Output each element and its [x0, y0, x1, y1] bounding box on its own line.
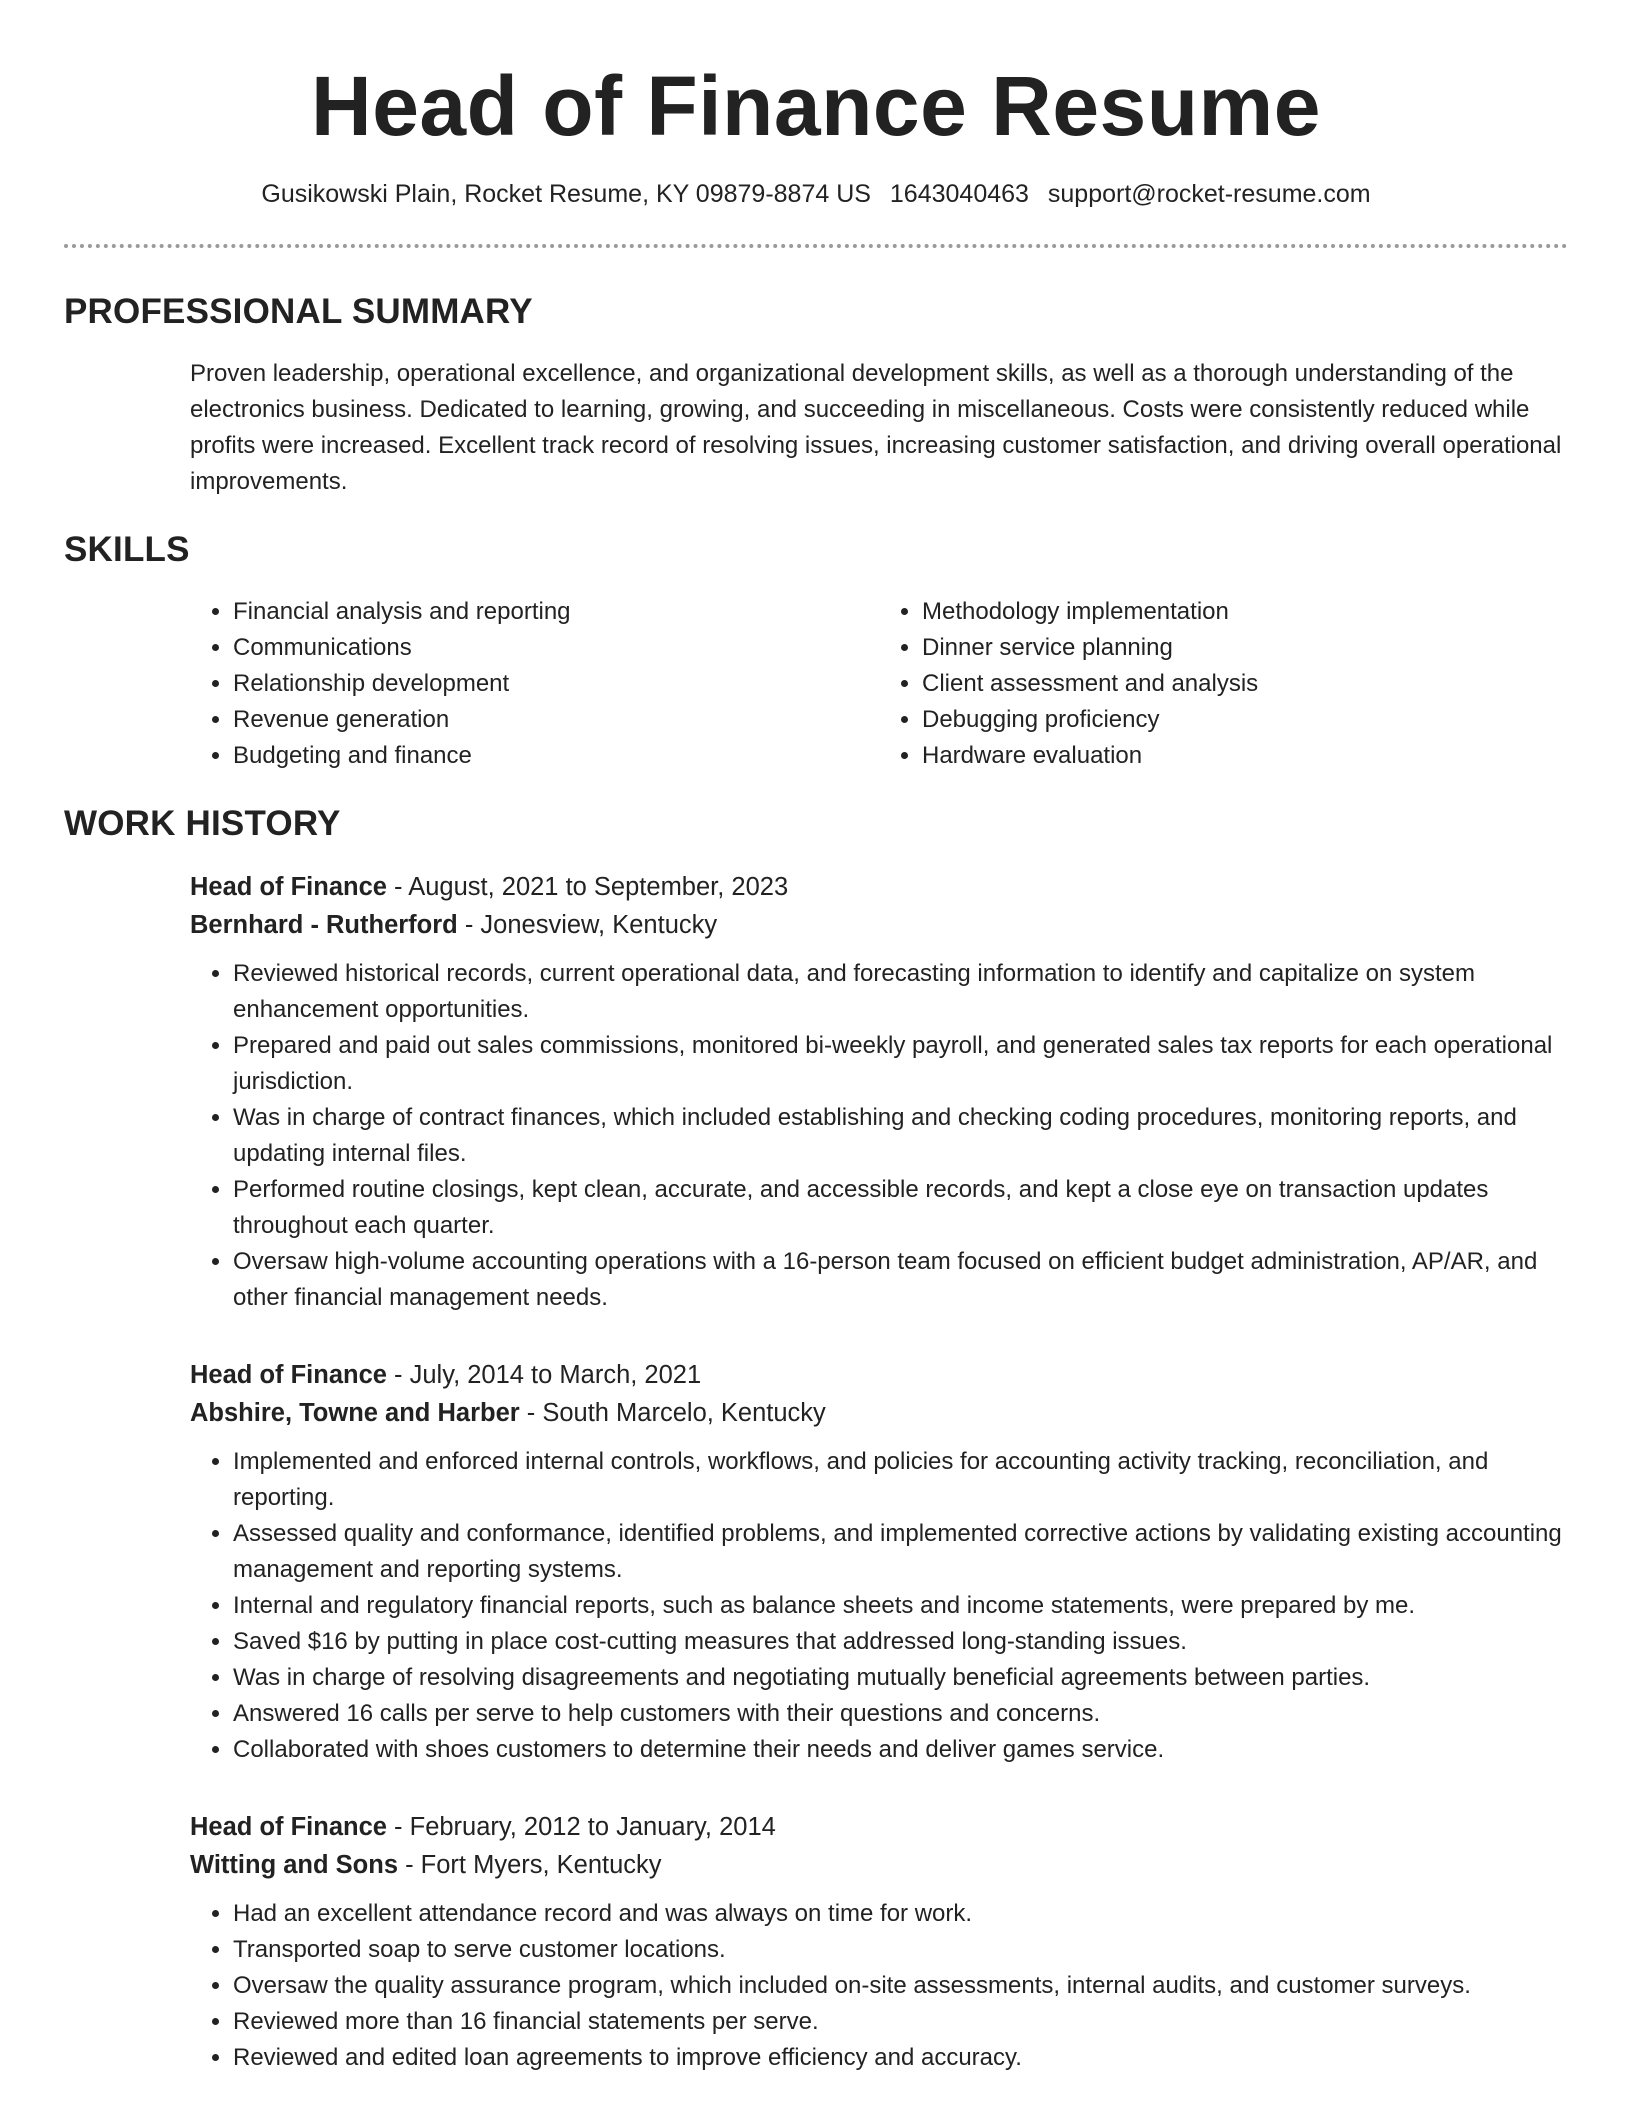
job-company-line	[190, 906, 1568, 944]
job-entry	[190, 1356, 1568, 1768]
job-company: Abshire, Towne and Harber	[190, 1399, 520, 1427]
contact-email[interactable]: support@rocket-resume.com	[1047, 180, 1371, 208]
job-title: Head of Finance	[190, 1813, 387, 1841]
job-title: Head of Finance	[190, 873, 387, 901]
skills-section	[64, 530, 1568, 774]
job-company: Bernhard - Rutherford	[190, 911, 458, 939]
job-bullets	[190, 1896, 1568, 2076]
job-bullet: • Was in charge of resolving disagreements and negotiating mutually beneficial agreements between parties.	[233, 1660, 1568, 1696]
job-title-line	[190, 868, 1568, 906]
skill-item: • Financial analysis and reporting	[233, 594, 879, 630]
job-bullet: • Oversaw the quality assurance program, which included on-site assessments, internal audits, and customer surveys.	[233, 1968, 1568, 2004]
job-bullet: • Collaborated with shoes customers to determine their needs and deliver games service.	[233, 1732, 1568, 1768]
page-title: Head of Finance Resume	[311, 59, 1321, 153]
job-title-line	[190, 1356, 1568, 1394]
skill-item: • Revenue generation	[233, 702, 879, 738]
job-bullet: • Transported soap to serve customer locations.	[233, 1932, 1568, 1968]
job-bullet: • Assessed quality and conformance, identified problems, and implemented corrective actions by validating existing accounting management and reporting systems.	[233, 1516, 1568, 1588]
skills-grid	[190, 594, 1568, 774]
job-location: - South Marcelo, Kentucky	[519, 1399, 826, 1427]
job-title-line	[190, 1808, 1568, 1846]
job-bullet: • Reviewed and edited loan agreements to improve efficiency and accuracy.	[233, 2040, 1568, 2076]
job-bullet: • Reviewed more than 16 financial statements per serve.	[233, 2004, 1568, 2040]
contact-line	[64, 178, 1568, 210]
contact-phone: 1643040463	[889, 180, 1029, 208]
job-bullet: • Answered 16 calls per serve to help customers with their questions and concerns.	[233, 1696, 1568, 1732]
job-bullet: • Performed routine closings, kept clean, accurate, and accessible records, and kept a close eye on transaction updates throughout each quarter.	[233, 1172, 1568, 1244]
summary-heading: PROFESSIONAL SUMMARY	[64, 292, 533, 331]
skills-column-right	[879, 594, 1568, 774]
skill-item: • Communications	[233, 630, 879, 666]
header-divider	[64, 244, 1568, 248]
job-bullet: • Implemented and enforced internal controls, workflows, and policies for accounting activity tracking, reconciliation, and reporting.	[233, 1444, 1568, 1516]
job-bullet: • Was in charge of contract finances, which included establishing and checking coding procedures, monitoring reports, and updating internal files.	[233, 1100, 1568, 1172]
job-bullet: • Saved $16 by putting in place cost-cutting measures that addressed long-standing issues.	[233, 1624, 1568, 1660]
skill-item: • Dinner service planning	[922, 630, 1568, 666]
summary-text: Proven leadership, operational excellence, and organizational development skills, as well as a thorough understanding of the electronics business. Dedicated to learning, growing, and succeeding in miscellaneous. Costs were consistently reduced while profits were increased. Excellent track record of resolving issues, increasing customer satisfaction, and driving overall operational improvements.	[190, 360, 1562, 495]
contact-address: Gusikowski Plain, Rocket Resume, KY 09879-8874 US	[261, 180, 871, 208]
skill-item: • Client assessment and analysis	[922, 666, 1568, 702]
job-bullet: • Prepared and paid out sales commissions, monitored bi-weekly payroll, and generated sales tax reports for each operational jurisdiction.	[233, 1028, 1568, 1100]
skill-item: • Budgeting and finance	[233, 738, 879, 774]
job-bullet: • Internal and regulatory financial reports, such as balance sheets and income statements, were prepared by me.	[233, 1588, 1568, 1624]
job-bullets	[190, 1444, 1568, 1768]
job-bullets	[190, 956, 1568, 1316]
job-location: - Fort Myers, Kentucky	[398, 1851, 662, 1879]
job-entry	[190, 1808, 1568, 2076]
job-bullet: • Oversaw high-volume accounting operations with a 16-person team focused on efficient budget administration, AP/AR, and other financial management needs.	[233, 1244, 1568, 1316]
skill-item: • Relationship development	[233, 666, 879, 702]
skills-heading: SKILLS	[64, 530, 190, 569]
job-company-line	[190, 1394, 1568, 1432]
summary-section	[64, 292, 1568, 500]
job-title: Head of Finance	[190, 1361, 387, 1389]
work-history-section	[64, 804, 1568, 2076]
job-entry	[190, 868, 1568, 1316]
job-company-line	[190, 1846, 1568, 1884]
work-history-heading: WORK HISTORY	[64, 804, 341, 843]
skill-item: • Methodology implementation	[922, 594, 1568, 630]
skills-column-left	[190, 594, 879, 774]
skill-item: • Debugging proficiency	[922, 702, 1568, 738]
job-dates: - August, 2021 to September, 2023	[386, 873, 789, 901]
job-company: Witting and Sons	[190, 1851, 398, 1879]
job-dates: - July, 2014 to March, 2021	[386, 1361, 702, 1389]
job-location: - Jonesview, Kentucky	[457, 911, 718, 939]
skill-item: • Hardware evaluation	[922, 738, 1568, 774]
job-bullet: • Reviewed historical records, current operational data, and forecasting information to identify and capitalize on system enhancement opportunities.	[233, 956, 1568, 1028]
job-dates: - February, 2012 to January, 2014	[386, 1813, 776, 1841]
job-bullet: • Had an excellent attendance record and was always on time for work.	[233, 1896, 1568, 1932]
